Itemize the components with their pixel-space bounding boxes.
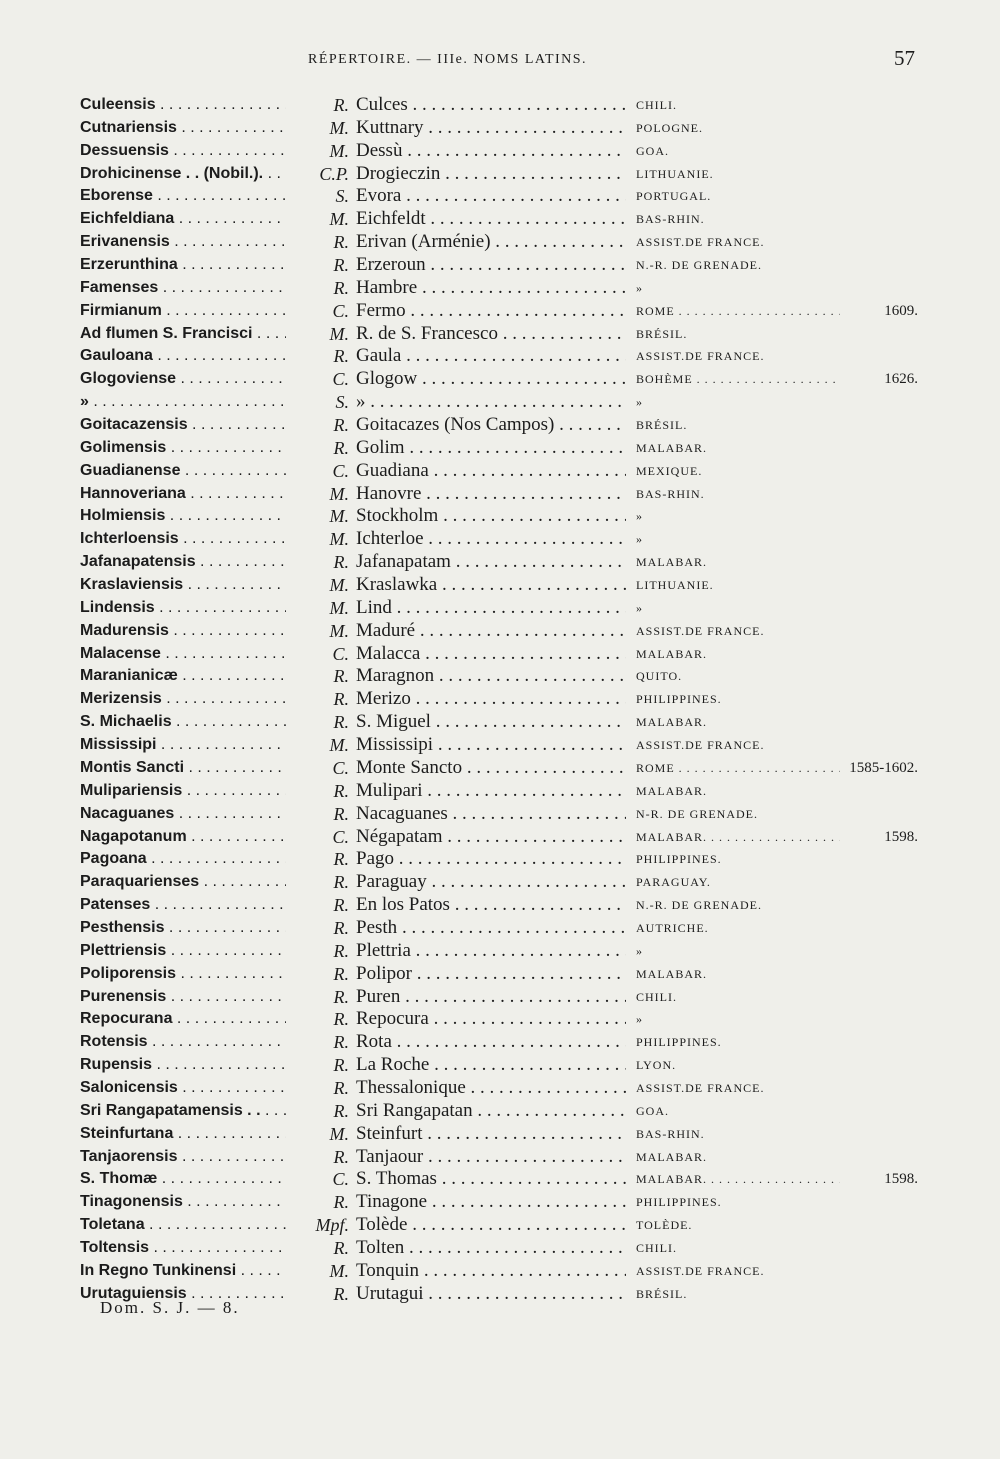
place-name: Repocura . . . xyxy=(356,1008,626,1031)
place-name: Culces . . . xyxy=(356,94,626,117)
country-name: ROME . . . xyxy=(636,300,871,323)
place-name: La Roche . . . xyxy=(356,1054,626,1077)
latin-name: Ichterloensis . . . xyxy=(80,528,332,551)
place-name: Maragnon . . . xyxy=(356,665,626,688)
place-name: Pesth . . . xyxy=(356,917,626,940)
type-abbreviation: R. xyxy=(286,254,349,277)
place-name: Gaula . . . xyxy=(356,345,626,368)
index-entry xyxy=(80,1123,920,1146)
latin-name: Pesthensis . . . xyxy=(80,917,332,940)
country-name: MALABAR. xyxy=(636,783,708,798)
country-name: ASSIST.DE FRANCE. xyxy=(636,738,765,753)
country-name: MALABAR. xyxy=(636,1149,708,1164)
place-name: Kuttnary . . . xyxy=(356,117,626,140)
latin-name: Toletana . . . xyxy=(80,1214,332,1237)
type-abbreviation: R. xyxy=(286,414,349,437)
place-name: Polipor . . . xyxy=(356,963,626,986)
latin-name: Merizensis . . . xyxy=(80,688,332,711)
latin-name: Maranianicæ . . . xyxy=(80,665,332,688)
type-abbreviation: R. xyxy=(286,1283,349,1306)
place-name: Tolède . . . xyxy=(356,1214,626,1237)
latin-name: Golimensis . . . xyxy=(80,437,332,460)
index-entry xyxy=(80,780,920,803)
type-abbreviation: R. xyxy=(286,1100,349,1123)
type-abbreviation: R. xyxy=(286,848,349,871)
country-name: ASSIST.DE FRANCE. xyxy=(636,235,765,250)
index-entry xyxy=(80,711,920,734)
place-name: S. Miguel . . . xyxy=(356,711,626,734)
index-entry xyxy=(80,391,920,414)
latin-name: Dessuensis . . . xyxy=(80,140,332,163)
latin-name: Famenses . . . xyxy=(80,277,332,300)
place-name: Mississipi . . . xyxy=(356,734,626,757)
latin-name: Eichfeldiana . . . xyxy=(80,208,332,231)
country-name: CHILI. xyxy=(636,1240,677,1255)
country-name: LITHUANIE. xyxy=(636,166,714,181)
latin-name: Hannoveriana . . . xyxy=(80,483,332,506)
place-name: Tolten . . . xyxy=(356,1237,626,1260)
country-name: MALABAR. xyxy=(636,966,708,981)
type-abbreviation: R. xyxy=(286,803,349,826)
index-entry xyxy=(80,345,920,368)
index-entry xyxy=(80,734,920,757)
type-abbreviation: M. xyxy=(286,208,349,231)
place-name: Erzeroun . . . xyxy=(356,254,626,277)
latin-name: Cutnariensis . . . xyxy=(80,117,332,140)
type-abbreviation: R. xyxy=(286,1191,349,1214)
index-entry xyxy=(80,323,920,346)
index-entry xyxy=(80,254,920,277)
type-abbreviation: R. xyxy=(286,871,349,894)
index-entry xyxy=(80,163,920,186)
latin-name: Mulipariensis . . . xyxy=(80,780,332,803)
latin-name: Guadianense . . . xyxy=(80,460,332,483)
country-name: » xyxy=(636,532,643,547)
type-abbreviation: R. xyxy=(286,437,349,460)
latin-name: S. Thomæ . . . xyxy=(80,1168,332,1191)
type-abbreviation: C. xyxy=(286,300,349,323)
latin-name: Rupensis . . . xyxy=(80,1054,332,1077)
place-name: Hanovre . . . xyxy=(356,483,626,506)
type-abbreviation: C. xyxy=(286,460,349,483)
latin-name: Toltensis . . . xyxy=(80,1237,332,1260)
index-list xyxy=(80,94,920,1306)
place-name: Tonquin . . . xyxy=(356,1260,626,1283)
date-range: 1598. xyxy=(840,1168,918,1191)
place-name: Fermo . . . xyxy=(356,300,626,323)
country-name: ASSIST.DE FRANCE. xyxy=(636,1263,765,1278)
type-abbreviation: C.P. xyxy=(286,163,349,186)
country-name: GOA. xyxy=(636,143,669,158)
place-name: Erivan (Arménie) . . . xyxy=(356,231,626,254)
index-entry xyxy=(80,414,920,437)
index-entry xyxy=(80,140,920,163)
place-name: Jafanapatam . . . xyxy=(356,551,626,574)
place-name: Mulipari . . . xyxy=(356,780,626,803)
latin-name: Erzerunthina . . . xyxy=(80,254,332,277)
type-abbreviation: R. xyxy=(286,551,349,574)
index-entry xyxy=(80,483,920,506)
place-name: Golim . . . xyxy=(356,437,626,460)
type-abbreviation: M. xyxy=(286,574,349,597)
type-abbreviation: R. xyxy=(286,688,349,711)
page-number: 57 xyxy=(894,46,915,70)
type-abbreviation: M. xyxy=(286,323,349,346)
type-abbreviation: M. xyxy=(286,140,349,163)
type-abbreviation: M. xyxy=(286,597,349,620)
country-name: PHILIPPINES. xyxy=(636,852,722,867)
latin-name: Steinfurtana . . . xyxy=(80,1123,332,1146)
country-name: MALABAR. xyxy=(636,715,708,730)
index-entry xyxy=(80,826,920,849)
date-range: 1626. xyxy=(840,368,918,391)
index-entry xyxy=(80,986,920,1009)
latin-name: Malacense . . . xyxy=(80,643,332,666)
country-name: MALABAR. . . . xyxy=(636,1168,871,1191)
latin-name: Ad flumen S. Francisci . . . xyxy=(80,323,332,346)
index-entry xyxy=(80,803,920,826)
index-entry xyxy=(80,940,920,963)
place-name: Thessalonique . . . xyxy=(356,1077,626,1100)
place-name: Lind . . . xyxy=(356,597,626,620)
index-entry xyxy=(80,1077,920,1100)
latin-name: Salonicensis . . . xyxy=(80,1077,332,1100)
place-name: Goitacazes (Nos Campos) . . . xyxy=(356,414,626,437)
country-name: » xyxy=(636,280,643,295)
latin-name: Purenensis . . . xyxy=(80,986,332,1009)
latin-name: Urutaguiensis . . . xyxy=(80,1283,332,1306)
country-name: N-R. DE GRENADE. xyxy=(636,806,758,821)
index-entry xyxy=(80,1008,920,1031)
latin-name: Poliporensis . . . xyxy=(80,963,332,986)
country-name: ROME . . . xyxy=(636,757,871,780)
place-name: Guadiana . . . xyxy=(356,460,626,483)
index-entry xyxy=(80,1191,920,1214)
type-abbreviation: S. xyxy=(286,391,349,414)
country-name: PHILIPPINES. xyxy=(636,692,722,707)
index-entry xyxy=(80,277,920,300)
place-name: Tanjaour . . . xyxy=(356,1146,626,1169)
country-name: N.-R. DE GRENADE. xyxy=(636,898,762,913)
country-name: MALABAR. xyxy=(636,555,708,570)
index-entry xyxy=(80,688,920,711)
index-entry xyxy=(80,1054,920,1077)
latin-name: Erivanensis . . . xyxy=(80,231,332,254)
type-abbreviation: R. xyxy=(286,231,349,254)
latin-name: Gauloana . . . xyxy=(80,345,332,368)
country-name: POLOGNE. xyxy=(636,120,703,135)
type-abbreviation: C. xyxy=(286,368,349,391)
place-name: Ichterloe . . . xyxy=(356,528,626,551)
country-name: BRÉSIL. xyxy=(636,418,688,433)
date-range: 1585-1602. xyxy=(840,757,918,780)
country-name: » xyxy=(636,943,643,958)
latin-name: Rotensis . . . xyxy=(80,1031,332,1054)
latin-name: Eborense . . . xyxy=(80,185,332,208)
place-name: Evora . . . xyxy=(356,185,626,208)
country-name: GOA. xyxy=(636,1103,669,1118)
country-name: TOLÈDE. xyxy=(636,1218,693,1233)
type-abbreviation: R. xyxy=(286,345,349,368)
country-name: ASSIST.DE FRANCE. xyxy=(636,623,765,638)
index-entry xyxy=(80,460,920,483)
place-name: Tinagone . . . xyxy=(356,1191,626,1214)
type-abbreviation: R. xyxy=(286,986,349,1009)
latin-name: In Regno Tunkinensi . . . xyxy=(80,1260,332,1283)
country-name: CHILI. xyxy=(636,989,677,1004)
type-abbreviation: R. xyxy=(286,894,349,917)
type-abbreviation: M. xyxy=(286,528,349,551)
place-name: Négapatam . . . xyxy=(356,826,626,849)
country-name: ASSIST.DE FRANCE. xyxy=(636,1080,765,1095)
latin-name: Sri Rangapatamensis . . . . . xyxy=(80,1100,332,1123)
country-name: BRÉSIL. xyxy=(636,326,688,341)
latin-name: Paraquarienses . . . xyxy=(80,871,332,894)
latin-name: Jafanapatensis . . . xyxy=(80,551,332,574)
index-entry xyxy=(80,917,920,940)
place-name: Drogieczin . . . xyxy=(356,163,626,186)
place-name: S. Thomas . . . xyxy=(356,1168,626,1191)
country-name: » xyxy=(636,1012,643,1027)
country-name: MEXIQUE. xyxy=(636,463,703,478)
latin-name: » . . . xyxy=(80,391,332,414)
place-name: Urutagui . . . xyxy=(356,1283,626,1306)
latin-name: Glogoviense . . . xyxy=(80,368,332,391)
place-name: Nacaguanes . . . xyxy=(356,803,626,826)
type-abbreviation: R. xyxy=(286,1077,349,1100)
index-entry xyxy=(80,1146,920,1169)
place-name: Stockholm . . . xyxy=(356,505,626,528)
index-entry xyxy=(80,871,920,894)
latin-name: Lindensis . . . xyxy=(80,597,332,620)
country-name: LITHUANIE. xyxy=(636,578,714,593)
type-abbreviation: R. xyxy=(286,665,349,688)
latin-name: Nacaguanes . . . xyxy=(80,803,332,826)
place-name: Pago . . . xyxy=(356,848,626,871)
country-name: BAS-RHIN. xyxy=(636,1126,705,1141)
index-entry xyxy=(80,117,920,140)
place-name: Monte Sancto . . . xyxy=(356,757,626,780)
type-abbreviation: C. xyxy=(286,643,349,666)
latin-name: Tanjaorensis . . . xyxy=(80,1146,332,1169)
country-name: BAS-RHIN. xyxy=(636,486,705,501)
type-abbreviation: R. xyxy=(286,780,349,803)
index-entry xyxy=(80,368,920,391)
country-name: MALABAR. xyxy=(636,646,708,661)
country-name: MALABAR. . . . xyxy=(636,826,871,849)
latin-name: Tinagonensis . . . xyxy=(80,1191,332,1214)
type-abbreviation: C. xyxy=(286,757,349,780)
place-name: Plettria . . . xyxy=(356,940,626,963)
latin-name: Goitacazensis . . . xyxy=(80,414,332,437)
index-entry xyxy=(80,963,920,986)
index-entry xyxy=(80,231,920,254)
type-abbreviation: R. xyxy=(286,1146,349,1169)
place-name: Sri Rangapatan . . . xyxy=(356,1100,626,1123)
index-entry xyxy=(80,208,920,231)
index-entry xyxy=(80,1168,920,1191)
country-name: PARAGUAY. xyxy=(636,875,711,890)
type-abbreviation: S. xyxy=(286,185,349,208)
country-name: LYON. xyxy=(636,1058,677,1073)
signature-mark: Dom. S. J. — 8. xyxy=(100,1298,240,1317)
type-abbreviation: R. xyxy=(286,963,349,986)
type-abbreviation: M. xyxy=(286,620,349,643)
country-name: MALABAR. xyxy=(636,440,708,455)
type-abbreviation: R. xyxy=(286,1008,349,1031)
place-name: Merizo . . . xyxy=(356,688,626,711)
country-name: PHILIPPINES. xyxy=(636,1195,722,1210)
place-name: Eichfeldt . . . xyxy=(356,208,626,231)
type-abbreviation: M. xyxy=(286,483,349,506)
index-entry xyxy=(80,437,920,460)
latin-name: Repocurana . . . xyxy=(80,1008,332,1031)
country-name: AUTRICHE. xyxy=(636,920,709,935)
place-name: Dessù . . . xyxy=(356,140,626,163)
country-name: » xyxy=(636,600,643,615)
index-entry xyxy=(80,1031,920,1054)
country-name: ASSIST.DE FRANCE. xyxy=(636,349,765,364)
country-name: » xyxy=(636,395,643,410)
place-name: Kraslawka . . . xyxy=(356,574,626,597)
index-entry xyxy=(80,1260,920,1283)
index-entry xyxy=(80,528,920,551)
index-entry xyxy=(80,94,920,117)
index-entry xyxy=(80,185,920,208)
latin-name: Mississipi . . . xyxy=(80,734,332,757)
index-entry xyxy=(80,620,920,643)
place-name: Rota . . . xyxy=(356,1031,626,1054)
type-abbreviation: R. xyxy=(286,711,349,734)
type-abbreviation: M. xyxy=(286,505,349,528)
latin-name: Drohicinense . . (Nobil.). . . . xyxy=(80,163,332,186)
place-name: Steinfurt . . . xyxy=(356,1123,626,1146)
country-name: BAS-RHIN. xyxy=(636,212,705,227)
type-abbreviation: R. xyxy=(286,917,349,940)
country-name: BOHÈME . . . xyxy=(636,368,871,391)
page-header xyxy=(0,46,1000,76)
type-abbreviation: M. xyxy=(286,1260,349,1283)
type-abbreviation: M. xyxy=(286,734,349,757)
index-entry xyxy=(80,300,920,323)
index-entry xyxy=(80,574,920,597)
index-entry xyxy=(80,551,920,574)
place-name: Maduré . . . xyxy=(356,620,626,643)
latin-name: Patenses . . . xyxy=(80,894,332,917)
latin-name: Firmianum . . . xyxy=(80,300,332,323)
country-name: » xyxy=(636,509,643,524)
latin-name: Culeensis . . . xyxy=(80,94,332,117)
running-title: RÉPERTOIRE. — IIIe. NOMS LATINS. xyxy=(308,52,588,67)
place-name: Paraguay . . . xyxy=(356,871,626,894)
place-name: Malacca . . . xyxy=(356,643,626,666)
latin-name: Plettriensis . . . xyxy=(80,940,332,963)
latin-name: Holmiensis . . . xyxy=(80,505,332,528)
type-abbreviation: Mpf. xyxy=(286,1214,349,1237)
index-entry xyxy=(80,1214,920,1237)
date-range: 1598. xyxy=(840,826,918,849)
type-abbreviation: R. xyxy=(286,1031,349,1054)
latin-name: Montis Sancti . . . xyxy=(80,757,332,780)
latin-name: S. Michaelis . . . xyxy=(80,711,332,734)
index-entry xyxy=(80,848,920,871)
type-abbreviation: R. xyxy=(286,1237,349,1260)
date-range: 1609. xyxy=(840,300,918,323)
place-name: Hambre . . . xyxy=(356,277,626,300)
country-name: PHILIPPINES. xyxy=(636,1035,722,1050)
type-abbreviation: R. xyxy=(286,1054,349,1077)
place-name: Puren . . . xyxy=(356,986,626,1009)
index-entry xyxy=(80,894,920,917)
type-abbreviation: M. xyxy=(286,1123,349,1146)
country-name: CHILI. xyxy=(636,98,677,112)
place-name: En los Patos . . . xyxy=(356,894,626,917)
country-name: N.-R. DE GRENADE. xyxy=(636,258,762,273)
latin-name: Nagapotanum . . . xyxy=(80,826,332,849)
index-entry xyxy=(80,1100,920,1123)
index-entry xyxy=(80,643,920,666)
index-entry xyxy=(80,597,920,620)
index-entry xyxy=(80,1237,920,1260)
type-abbreviation: C. xyxy=(286,1168,349,1191)
index-entry xyxy=(80,665,920,688)
latin-name: Madurensis . . . xyxy=(80,620,332,643)
place-name: » . . . xyxy=(356,391,626,414)
place-name: Glogow . . . xyxy=(356,368,626,391)
country-name: QUITO. xyxy=(636,669,683,684)
type-abbreviation: R. xyxy=(286,277,349,300)
country-name: PORTUGAL. xyxy=(636,189,712,204)
type-abbreviation: C. xyxy=(286,826,349,849)
place-name: R. de S. Francesco . . . xyxy=(356,323,626,346)
country-name: BRÉSIL. xyxy=(636,1286,688,1301)
latin-name: Kraslaviensis . . . xyxy=(80,574,332,597)
index-entry xyxy=(80,505,920,528)
index-entry xyxy=(80,757,920,780)
type-abbreviation: R. xyxy=(286,94,349,117)
type-abbreviation: M. xyxy=(286,117,349,140)
type-abbreviation: R. xyxy=(286,940,349,963)
latin-name: Pagoana . . . xyxy=(80,848,332,871)
